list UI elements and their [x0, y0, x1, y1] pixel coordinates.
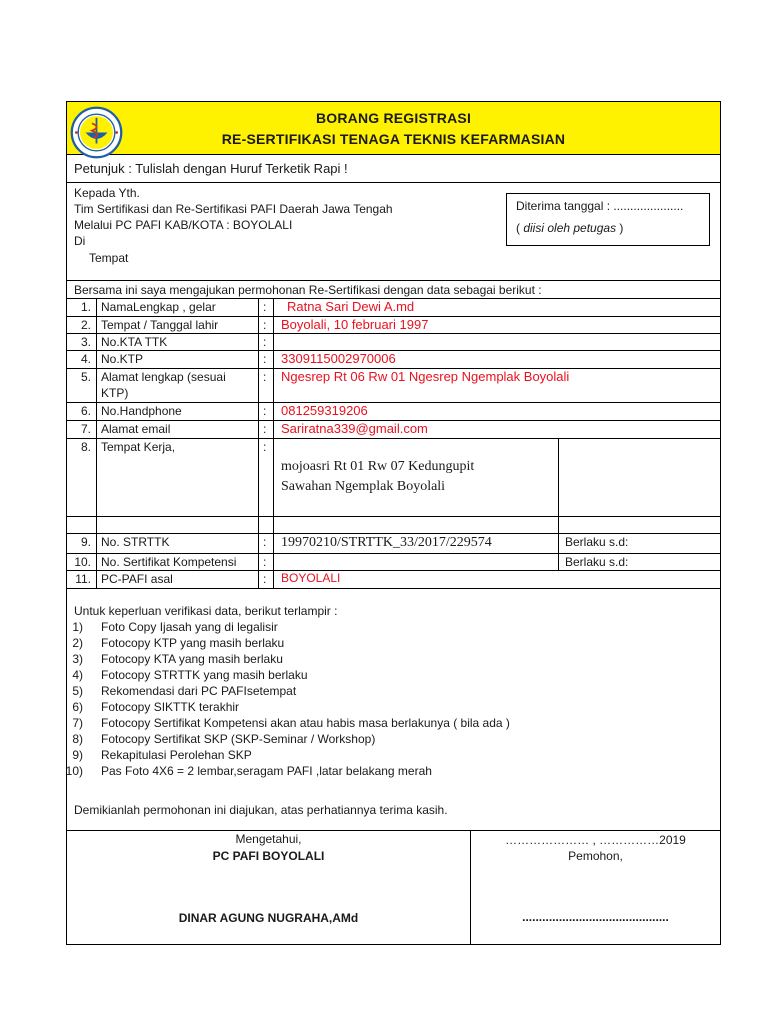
phone-value: 081259319206 [281, 403, 368, 418]
row-label: Alamat email [101, 422, 171, 436]
row-number: 10. [74, 555, 91, 569]
form-title-line1: BORANG REGISTRASI [315, 110, 472, 126]
signature-vline [470, 830, 471, 944]
row-label: No. Sertifikat Kompetensi [101, 555, 237, 569]
address-line-4: Di [74, 234, 86, 248]
table-line [67, 402, 720, 403]
workplace-value-line1: mojoasri Rt 01 Rw 07 Kedungupit [281, 459, 475, 474]
table-line [67, 533, 720, 534]
table-vline [273, 298, 274, 588]
row-colon: : [263, 370, 267, 384]
table-line [67, 588, 720, 589]
address-line-2: Tim Sertifikasi dan Re-Sertifikasi PAFI Daerah Jawa Tengah [74, 202, 393, 216]
row-colon: : [263, 422, 267, 436]
competency-valid-until: Berlaku s.d: [565, 555, 629, 569]
table-vline [258, 298, 259, 588]
address-line-3: Melalui PC PAFI KAB/KOTA : BOYOLALI [74, 218, 293, 232]
row-label: PC-PAFI asal [101, 572, 173, 586]
received-date-box [506, 193, 710, 246]
attachment-number: 3) [72, 652, 83, 666]
attachment-item: Rekapitulasi Perolehan SKP [101, 748, 252, 762]
attachment-number: 7) [72, 716, 83, 730]
attachment-item: Fotocopy KTA yang masih berlaku [101, 652, 283, 666]
table-line [67, 553, 720, 554]
closing-text: Demikianlah permohonan ini diajukan, atas perhatiannya terima kasih. [74, 803, 448, 817]
acknowledged-label: Mengetahui, [235, 832, 302, 846]
row-colon: : [263, 535, 267, 549]
registration-form [66, 101, 721, 945]
attachment-item: Fotocopy Sertifikat SKP (SKP-Seminar / Workshop) [101, 732, 376, 746]
instruction-text: Petunjuk : Tulislah dengan Huruf Terketik Rapi ! [74, 161, 348, 176]
row-colon: : [263, 335, 267, 349]
row-number: 11. [75, 572, 91, 586]
workplace-value-line2: Sawahan Ngemplak Boyolali [281, 479, 446, 494]
chairman-name: DINAR AGUNG NUGRAHA,AMd [178, 911, 359, 925]
row-colon: : [263, 555, 267, 569]
row-number: 2. [80, 318, 91, 332]
divider [67, 280, 720, 281]
row-label-cont: KTP) [101, 386, 129, 400]
birth-place-date-value: Boyolali, 10 februari 1997 [281, 317, 429, 332]
attachment-item: Pas Foto 4X6 = 2 lembar,seragam PAFI ,latar belakang merah [101, 764, 432, 778]
row-number: 1. [80, 300, 91, 314]
attachment-number: 6) [72, 700, 83, 714]
received-note-text: diisi oleh petugas [523, 221, 617, 235]
full-name-value: Ratna Sari Dewi A.md [287, 299, 415, 314]
applicant-signature-line: ............................................ [522, 910, 669, 924]
intro-text: Bersama ini saya mengajukan permohonan Re-Sertifikasi dengan data sebagai berikut : [74, 283, 542, 297]
attachment-number: 8) [72, 732, 83, 746]
attachment-number: 9) [72, 748, 83, 762]
table-vline [96, 298, 97, 588]
table-line [67, 570, 720, 571]
applicant-label: Pemohon, [568, 849, 623, 863]
attachment-number: 1) [72, 620, 83, 634]
address-value: Ngesrep Rt 06 Rw 01 Ngesrep Ngemplak Boyolali [281, 369, 570, 384]
attachment-number: 4) [72, 668, 83, 682]
row-number: 4. [80, 352, 91, 366]
form-title-line2: RE-SERTIFIKASI TENAGA TEKNIS KEFARMASIAN [221, 131, 566, 147]
attachment-item: Fotocopy Sertifikat Kompetensi akan atau habis masa berlakunya ( bila ada ) [101, 716, 510, 730]
row-colon: : [263, 318, 267, 332]
table-line [67, 516, 720, 517]
row-label: No.Handphone [101, 404, 182, 418]
row-number: 7. [80, 422, 91, 436]
row-colon: : [263, 300, 267, 314]
table-line [67, 333, 720, 334]
attachment-item: Fotocopy SIKTTK terakhir [101, 700, 240, 714]
divider [67, 830, 720, 831]
row-number: 6. [80, 404, 91, 418]
attachment-number: 5) [72, 684, 83, 698]
email-value: Sariratna339@gmail.com [281, 421, 428, 436]
row-label: No.KTA TTK [101, 335, 168, 349]
row-number: 3. [80, 335, 91, 349]
row-colon: : [263, 572, 267, 586]
row-number: 8. [80, 440, 91, 454]
form-header [67, 102, 720, 155]
ktp-value: 3309115002970006 [281, 351, 396, 366]
pc-pafi-org: PC PAFI BOYOLALI [212, 849, 325, 863]
row-label: Tempat Kerja, [101, 440, 176, 454]
strttk-valid-until: Berlaku s.d: [565, 535, 629, 549]
row-number: 9. [80, 535, 91, 549]
attachment-item: Rekomendasi dari PC PAFIsetempat [101, 684, 297, 698]
place-date-line: ………………… , ……………2019 [505, 833, 686, 847]
row-number: 5. [80, 370, 91, 384]
instruction-row [67, 154, 720, 183]
address-line-5: Tempat [89, 251, 129, 265]
table-vline [558, 438, 559, 570]
attachment-number: 2) [72, 636, 83, 650]
attachment-item: Foto Copy Ijasah yang di legalisir [101, 620, 278, 634]
table-line [67, 438, 720, 439]
row-colon: : [263, 352, 267, 366]
row-label: Alamat lengkap (sesuai [101, 370, 226, 384]
row-label: NamaLengkap , gelar [101, 300, 216, 314]
attachment-item: Fotocopy KTP yang masih berlaku [101, 636, 285, 650]
row-colon: : [263, 440, 267, 454]
address-line-1: Kepada Yth. [74, 186, 140, 200]
attachment-number: 10) [65, 764, 83, 778]
row-colon: : [263, 404, 267, 418]
attachment-item: Fotocopy STRTTK yang masih berlaku [101, 668, 308, 682]
pc-pafi-origin-value: BOYOLALI [281, 571, 341, 585]
strttk-value: 19970210/STRTTK_33/2017/229574 [281, 535, 492, 550]
received-date-label: Diterima tanggal : ..................... [516, 199, 684, 213]
row-label: No.KTP [101, 352, 144, 366]
row-label: No. STRTTK [101, 535, 170, 549]
attachments-heading: Untuk keperluan verifikasi data, berikut terlampir : [74, 604, 338, 618]
row-label: Tempat / Tanggal lahir [101, 318, 219, 332]
received-note: ( diisi oleh petugas ) [516, 221, 624, 235]
